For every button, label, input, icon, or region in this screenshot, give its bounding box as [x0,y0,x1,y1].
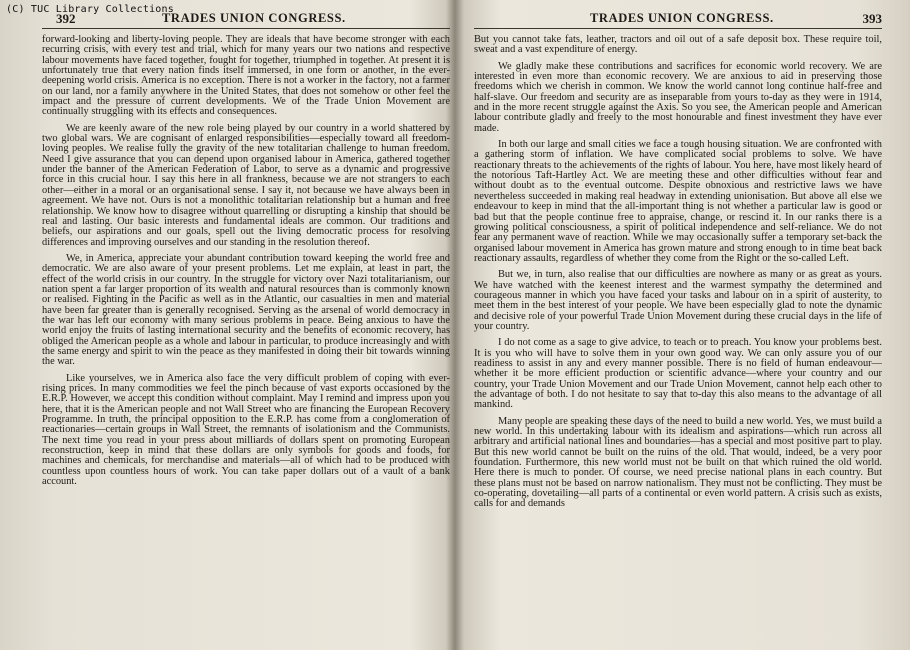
right-paragraph-3: In both our large and small cities we face a tough housing situation. We are confronted with a gathering storm of inflation. We have complicated social problems to solve. We have reactionary threats to the achievements of the rights of labour. You here, have most likely heard of the notorious Taft-Hartley Act. We are meeting these and other difficulties without fear and without doubt as to the eventual outcome. Despite obnoxious and restrictive laws we have nevertheless succeeded in making real headway in extending unionisation. But above all else we endeavour to keep in mind that the all-important thing is not whether a particular law is good or bad but that the people continue free to appraise, change, or rescind it. In our ranks there is a growing political consciousness, a spirit of political independence and self-reliance. We do not fear any permanent wave of reaction. While we may occasionally suffer a temporary set-back the organised labour movement in America has grown mature and strong enough to in time beat back reactionary assaults, regardless of whether they come from the Right or the so-called Left. [474,139,882,264]
left-paragraph-1: forward-looking and liberty-loving people. They are ideals that have become stronger with each recurring crisis, with every test and trial, which for many years our two nations and respective labour movements have faced together, fought for together, triumphed in together. At present it is unfortunately true that every nation finds itself immersed, in one form or another, in the ever-deepening world crisis. America is no exception. There is not a worker in the factory, not a farmer on our land, nor a family anywhere in the United States, that does not somehow or other feel the impact and the pressure of current developments. We of the Trade Union Movement are continually struggling with its effects and consequences. [42,34,450,118]
left-paragraph-2: We are keenly aware of the new role being played by our country in a world shattered by two global wars. We are cognisant of enlarged responsibilities—especially toward all freedom-loving peoples. We realise fully the gravity of the new totalitarian challenge to human freedom. Need I give assurance that you can depend upon organised labour in America, gathered together under the banner of the American Federation of Labor, to serve as a dynamic and progressive force in this crucial hour. I say this here in all frankness, because we are not strangers to each other—either in a moral or an organisational sense. I say it, not because we have always been in agreement. We have not. Ours is not a monolithic totalitarian relationship but a human and free relationship. We know how to disagree without quarrelling or disrupting a kinship that should be real and lasting. Our basic interests and fundamental ideals are common. Our traditions and beliefs, our aspirations and our goals, spell out the living democratic process for resolving differences and improving ourselves and our standing in the resolution thereof. [42,122,450,248]
right-page [474,10,882,650]
collection-watermark: (C) TUC Library Collections [6,4,174,15]
right-running-head [474,10,882,29]
left-running-title: TRADES UNION CONGRESS. [162,11,346,25]
right-paragraph-6: Many people are speaking these days of the need to build a new world. Yes, we must build a new world. In this undertaking labour with its idealism and aspirations—which run across all arbitrary and artificial national lines and boundaries—has a special and most positive part to play. But this new world cannot be built on the ruins of the old. That would, indeed, be a very poor foundation. Furthermore, this new world must not be built on that which ruined the old world. Here there is much to ponder. Of course, we need precise national plans in each country. But these plans must not be based on narrow nationalism. They must not be conflicting. They must be co-operating, dovetailing—all parts of a continental or even world pattern. A crisis such as exists, calls for and demands [474,415,882,510]
left-page-number: 392 [56,11,76,26]
right-running-title: TRADES UNION CONGRESS. [590,11,774,25]
left-paragraph-3: We, in America, appreciate your abundant contribution toward keeping the world free and democratic. We are also aware of your present problems. Let me explain, at least in part, the effect of the world crisis in our country. In the struggle for victory over Nazi totalitarianism, our nation spent a far larger proportion of its wealth and natural resources than is commonly known or realised. Fighting in the Pacific as well as in the Atlantic, our casualties in men and material have been far greater than is generally recognised. Serving as the arsenal of world democracy in the war has left our economy with many serious problems in peace. Being anxious to have the world enjoy the fruits of lasting international security and the benefits of economic recovery, has obliged the American people as a whole and labour in particular, to produce increasingly and with the same energy and spirit to win the peace as they manifested in doing their bit towards winning the war. [42,252,450,368]
right-page-number: 393 [862,11,882,26]
right-paragraph-2: We gladly make these contributions and sacrifices for economic world recovery. We are interested in even more than economic recovery. We are anxious to aid in preserving those freedoms which we cherish in common. We know the world cannot long continue half-free and half-slave. Our freedom and security are as inseparable from yours to-day as they were in 1914, and in the more recent struggle against the Axis. So you see, the American people and American labour contribute gladly and freely to the most honourable and finest investment they have ever made. [474,60,882,134]
left-page [42,10,450,650]
right-paragraph-5: I do not come as a sage to give advice, to teach or to preach. You know your problems best. It is you who will have to solve them in your own good way. We can only assure you of our readiness to assist in any and every manner possible. There is no field of human endeavour—whether it be more efficient production or scientific advance—where your country and our country, your Trade Union Movement and our Trade Union Movement, cannot help each other to the advantage of both. I do not hesitate to say that to-day this also means to the advantage of all mankind. [474,337,882,411]
right-paragraph-4: But we, in turn, also realise that our difficulties are nowhere as many or as great as yours. We have watched with the keenest interest and the warmest sympathy the determined and courageous manner in which you have faced your tasks and labour on in a spirit of austerity, to meet them in the best interest of your people. We have been especially glad to note the dynamic and decisive role of your powerful Trade Union Movement during these crucial days in the life of your country. [474,269,882,332]
left-paragraph-4: Like yourselves, we in America also face the very difficult problem of coping with ever-rising prices. In many commodities we feel the pinch because of vast exports occasioned by the E.R.P. However, we accept this condition without complaint. May I remind and impress upon you here, that it is the American people and not Wall Street who are financing the European Recovery Programme. In truth, the principal opposition to the E.R.P. has come from a conglomeration of reactionaries—certain groups in Wall Street, the remnants of isolationism and the Communists. The next time you read in your press about milliards of dollars spent on promoting European reconstruction, keep in mind that these dollars are only symbols for goods and foods, for machines and chemicals, for merchandise and materials—all of which had to be produced with countless upon countless hours of work. You can take paper dollars out of a vault of a bank account. [42,372,450,488]
right-paragraph-1: But you cannot take fats, leather, tractors and oil out of a safe deposit box. These require toil, sweat and a vast expenditure of energy. [474,34,882,56]
